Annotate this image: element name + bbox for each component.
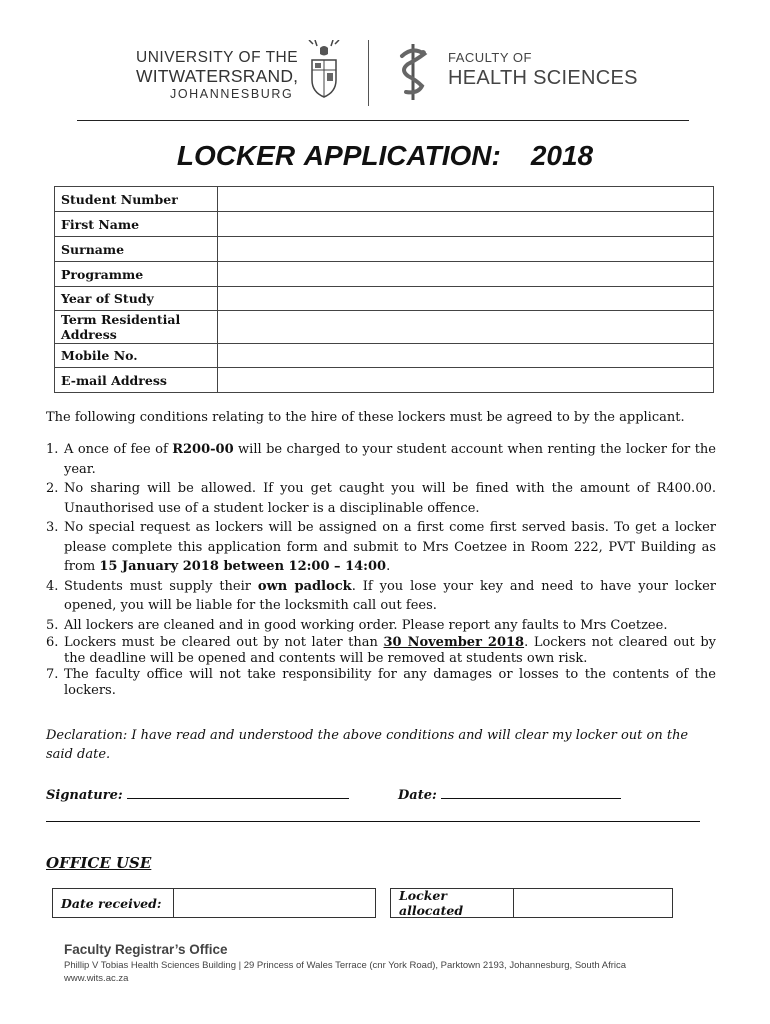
- faculty-caduceus-icon: [396, 42, 430, 102]
- list-item: 4. Students must supply their own padlock. If you lose your key and need to have your locker opened, you will be liable for the locksmith call out fees.: [46, 578, 716, 613]
- surname-field[interactable]: [217, 237, 713, 262]
- footer: [64, 942, 626, 984]
- list-item: 7. The faculty office will not take responsibility for any damages or losses to the contents of the lockers.: [46, 667, 716, 698]
- field-label: Year of Study: [55, 287, 218, 311]
- year-of-study-field[interactable]: [217, 287, 713, 311]
- student-details-table: [54, 186, 714, 393]
- table-row: [55, 287, 714, 311]
- faculty-logo-text: [448, 50, 638, 90]
- university-line-3: JOHANNESBURG: [170, 87, 294, 101]
- declaration-text: Declaration: I have read and understood the above conditions and will clear my locker out on the said date.: [46, 728, 689, 762]
- field-label: Term Residential Address: [55, 311, 218, 344]
- date-received-label: Date received:: [53, 889, 174, 917]
- title-text: LOCKER APPLICATION:: [176, 140, 501, 171]
- list-item: 5. All lockers are cleaned and in good working order. Please report any faults to Mrs Coetzee.: [46, 617, 668, 633]
- conditions-list: [46, 440, 716, 699]
- wits-crest-icon: [307, 40, 341, 98]
- table-row: [55, 344, 714, 368]
- locker-allocated-field[interactable]: [514, 889, 672, 917]
- email-field[interactable]: [217, 368, 713, 393]
- first-name-field[interactable]: [217, 212, 713, 237]
- mobile-field[interactable]: [217, 344, 713, 368]
- field-label: Student Number: [55, 187, 218, 212]
- field-label: Mobile No.: [55, 344, 218, 368]
- field-label: Programme: [55, 262, 218, 287]
- header-divider: [368, 40, 369, 106]
- university-line-1: UNIVERSITY OF THE: [136, 49, 299, 66]
- conditions-intro: The following conditions relating to the hire of these lockers must be agreed to by the applicant.: [46, 410, 685, 425]
- footer-website[interactable]: www.wits.ac.za: [64, 973, 129, 984]
- field-label: Surname: [55, 237, 218, 262]
- table-row: [55, 187, 714, 212]
- field-label: E-mail Address: [55, 368, 218, 393]
- address-field[interactable]: [217, 311, 713, 344]
- field-label: First Name: [55, 212, 218, 237]
- table-row: [55, 212, 714, 237]
- signature-label: Signature:: [46, 788, 123, 803]
- table-row: [55, 262, 714, 287]
- list-item: 6. Lockers must be cleared out by not later than 30 November 2018. Lockers not cleared out by the deadline will be opened and contents will be removed at students own risk.: [46, 635, 716, 666]
- date-received-field[interactable]: [174, 889, 375, 917]
- title-year: 2018: [530, 140, 594, 171]
- table-row: [55, 311, 714, 344]
- table-row: [55, 237, 714, 262]
- date-received-box: [52, 888, 376, 918]
- date-field[interactable]: [441, 786, 621, 799]
- faculty-line-2: HEALTH SCIENCES: [448, 67, 638, 89]
- student-number-field[interactable]: [217, 187, 713, 212]
- office-use-heading: OFFICE USE: [46, 854, 152, 872]
- date-row: [398, 786, 621, 803]
- list-item: 1. A once of fee of R200-00 will be charged to your student account when renting the locker for the year.: [46, 442, 716, 477]
- faculty-line-1: FACULTY OF: [448, 50, 532, 65]
- header-rule: [77, 120, 689, 121]
- list-item: 2. No sharing will be allowed. If you get caught you will be fined with the amount of R400.00. Unauthorised use of a student locker is a disciplinable offence.: [46, 481, 716, 516]
- footer-office: Faculty Registrar’s Office: [64, 942, 228, 957]
- signature-row: [46, 786, 349, 803]
- list-item: 3. No special request as lockers will be assigned on a first come first served basis. To get a locker please complete this application form and submit to Mrs Coetzee in Room 222, PVT Building as from 15 January 2018 between 12:00 – 14:00.: [46, 520, 716, 574]
- university-logo-text: [136, 50, 298, 101]
- date-label: Date:: [398, 788, 437, 803]
- footer-address: Phillip V Tobias Health Sciences Building | 29 Princess of Wales Terrace (cnr York Road), Parktown 2193, Johannesburg, South Africa: [64, 960, 627, 971]
- signature-field[interactable]: [127, 786, 349, 799]
- table-row: [55, 368, 714, 393]
- locker-allocated-label: Locker allocated: [391, 889, 514, 917]
- section-divider: [46, 821, 700, 822]
- locker-allocated-box: [390, 888, 673, 918]
- programme-field[interactable]: [217, 262, 713, 287]
- page-title: [0, 140, 770, 172]
- university-line-2: WITWATERSRAND,: [136, 65, 299, 86]
